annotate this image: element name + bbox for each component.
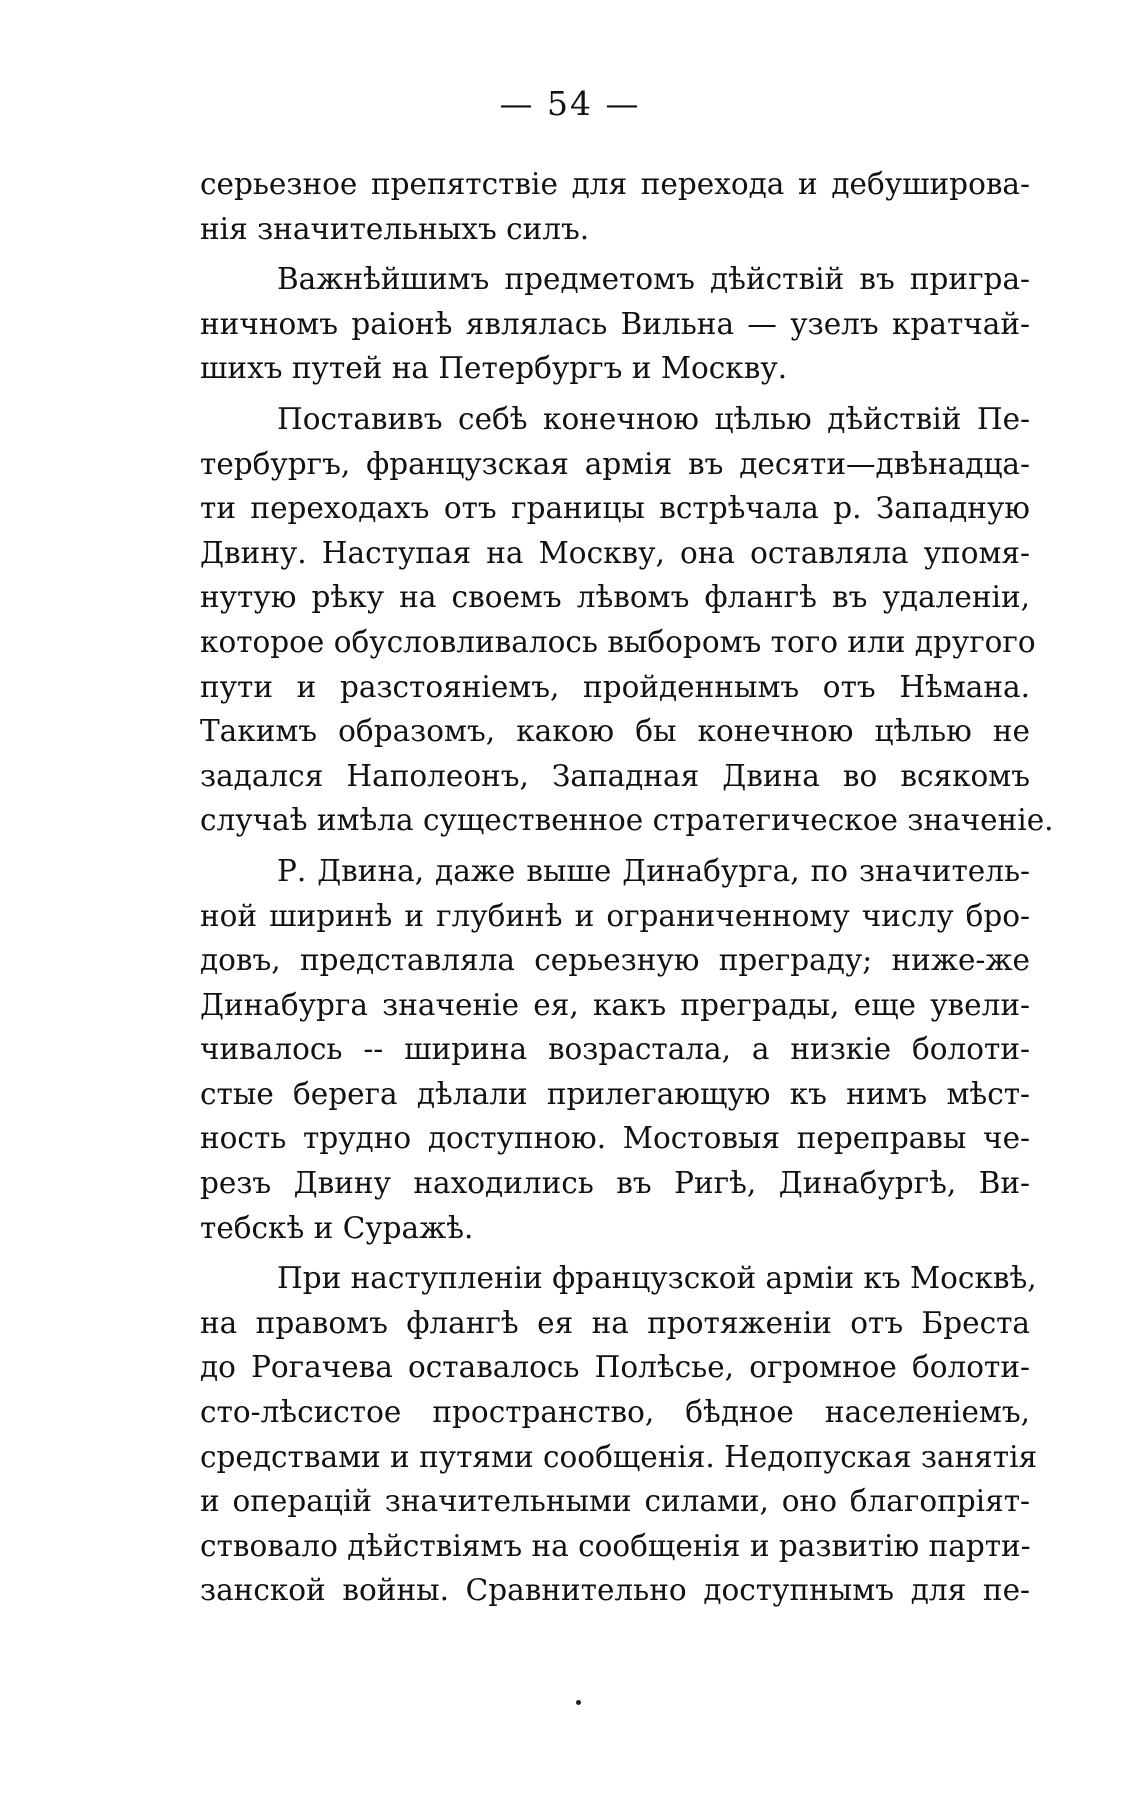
text-line: и операцій значительными силами, оно благопріят- <box>200 1484 1030 1519</box>
paragraph <box>200 162 1030 251</box>
page-number: — 54 — <box>499 84 641 123</box>
body-text <box>200 162 1054 1613</box>
text-line: на правомъ флангѣ ея на протяженіи отъ Бреста <box>200 1305 1030 1340</box>
text-line: тербургъ, французская армія въ десяти—двѣнадца- <box>200 446 1030 481</box>
text-line: нія значительныхъ силъ. <box>200 211 590 246</box>
text-line: стые берега дѣлали прилегающую къ нимъ мѣст- <box>200 1076 1030 1111</box>
text-line: тебскѣ и Суражѣ. <box>200 1210 474 1245</box>
text-line: Поставивъ себѣ конечною цѣлью дѣйствій Пе- <box>277 401 1030 436</box>
text-line: Р. Двина, даже выше Динабурга, по значитель- <box>277 853 1030 888</box>
text-line: сто-лѣсистое пространство, бѣдное населеніемъ, <box>200 1395 1030 1430</box>
text-line: Динабурга значеніе ея, какъ преграды, еще увели- <box>200 987 1030 1022</box>
text-line: Важнѣйшимъ предметомъ дѣйствій въ пригра- <box>277 262 1030 297</box>
ink-speck <box>576 1700 581 1705</box>
text-line: ность трудно доступною. Мостовыя переправы че- <box>200 1121 1030 1156</box>
text-line: довъ, представляла серьезную преграду; ниже-же <box>200 943 1030 978</box>
text-line: занской войны. Сравнительно доступнымъ для пе- <box>200 1573 1030 1608</box>
text-line: Двину. Наступая на Москву, она оставляла упомя- <box>200 535 1030 570</box>
paragraph <box>200 849 1030 1250</box>
text-line: ти переходахъ отъ границы встрѣчала р. Западную <box>200 491 1030 526</box>
text-line: которое обусловливалось выборомъ того или другого <box>200 624 1036 659</box>
text-line: пути и разстояніемъ, пройденнымъ отъ Нѣмана. <box>200 669 1030 704</box>
text-line: до Рогачева оставалось Полѣсье, огромное болоти- <box>200 1350 1030 1385</box>
text-line: нутую рѣку на своемъ лѣвомъ флангѣ въ удаленіи, <box>200 580 1030 615</box>
text-line: ствовало дѣйствіямъ на сообщенія и развитію парти- <box>200 1528 1031 1563</box>
paragraph <box>200 257 1030 391</box>
text-line: При наступленіи французской арміи къ Москвѣ, <box>277 1261 1037 1296</box>
text-line: средствами и путями сообщенія. Недопуская занятія <box>200 1439 1038 1474</box>
text-line: шихъ путей на Петербургъ и Москву. <box>200 351 788 386</box>
paragraph <box>200 397 1054 843</box>
text-line: ничномъ раіонѣ являлась Вильна — узелъ кратчай- <box>200 306 1030 341</box>
text-line: ной ширинѣ и глубинѣ и ограниченному числу бро- <box>200 898 1030 933</box>
paragraph <box>200 1256 1038 1613</box>
text-line: чивалось -- ширина возрастала, а низкіе болоти- <box>200 1032 1030 1067</box>
text-line: задался Наполеонъ, Западная Двина во всякомъ <box>200 758 1030 793</box>
text-line: случаѣ имѣла существенное стратегическое значеніе. <box>200 803 1054 838</box>
text-line: Такимъ образомъ, какою бы конечною цѣлью не <box>200 714 1030 749</box>
text-line: резъ Двину находились въ Ригѣ, Динабургѣ, Ви- <box>200 1166 1030 1201</box>
text-line: серьезное препятствіе для перехода и дебуширова- <box>200 167 1030 201</box>
